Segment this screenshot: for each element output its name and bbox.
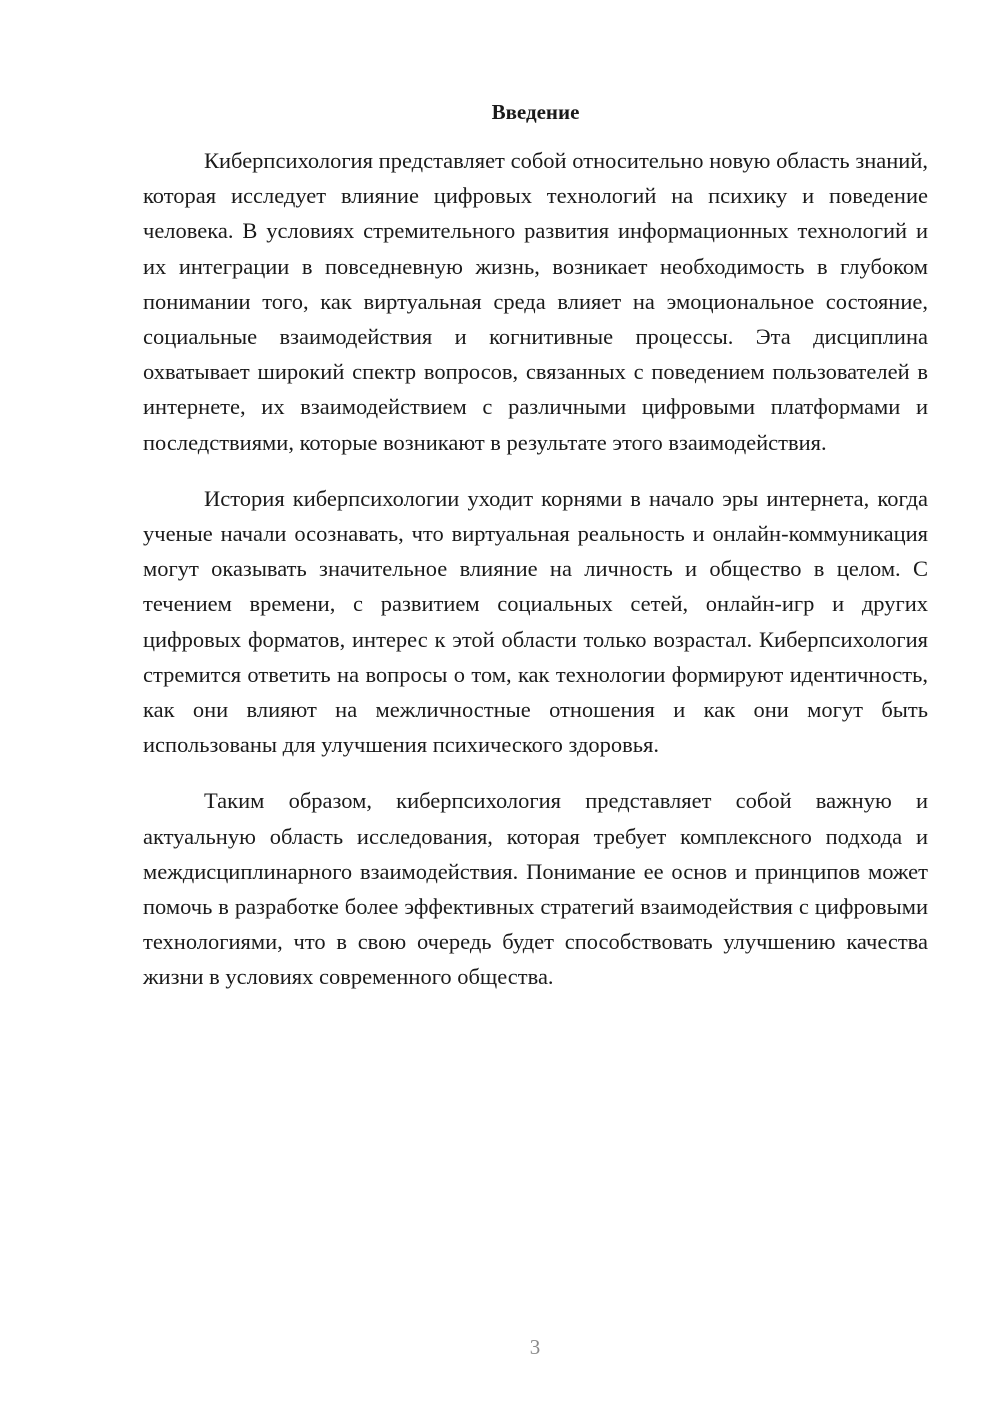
paragraph: Таким образом, киберпсихология представляет собой важную и актуальную область исследования, которая требует комплексного подхода и междисциплинарного взаимодействия. Понимание ее основ и принципов может помочь в разработке более эффективных стратегий взаимодействия с цифровыми технологиями, что в свою очередь будет способствовать улучшению качества жизни в условиях современного общества.: [143, 788, 928, 990]
paragraph: История киберпсихологии уходит корнями в начало эры интернета, когда ученые начали осознавать, что виртуальная реальность и онлайн-коммуникация могут оказывать значительное влияние на личность и общество в целом. С течением времени, с развитием социальных сетей, онлайн-игр и других цифровых форматов, интерес к этой области только возрастал. Киберпсихология стремится ответить на вопросы о том, как технологии формируют идентичность, как они влияют на межличностные отношения и как они могут быть использованы для улучшения психического здоровья.: [143, 485, 928, 758]
body-text: [143, 143, 928, 1016]
paragraph: Киберпсихология представляет собой относительно новую область знаний, которая исследует влияние цифровых технологий на психику и поведение человека. В условиях стремительного развития информационных технологий и их интеграции в повседневную жизнь, возникает необходимость в глубоком понимании того, как виртуальная среда влияет на эмоциональное состояние, социальные взаимодействия и когнитивные процессы. Эта дисциплина охватывает широкий спектр вопросов, связанных с поведением пользователей в интернете, их взаимодействием с различными цифровыми платформами и последствиями, которые возникают в результате этого взаимодействия.: [143, 148, 928, 455]
page-number: 3: [529, 1335, 541, 1359]
section-heading: Введение: [491, 100, 580, 124]
